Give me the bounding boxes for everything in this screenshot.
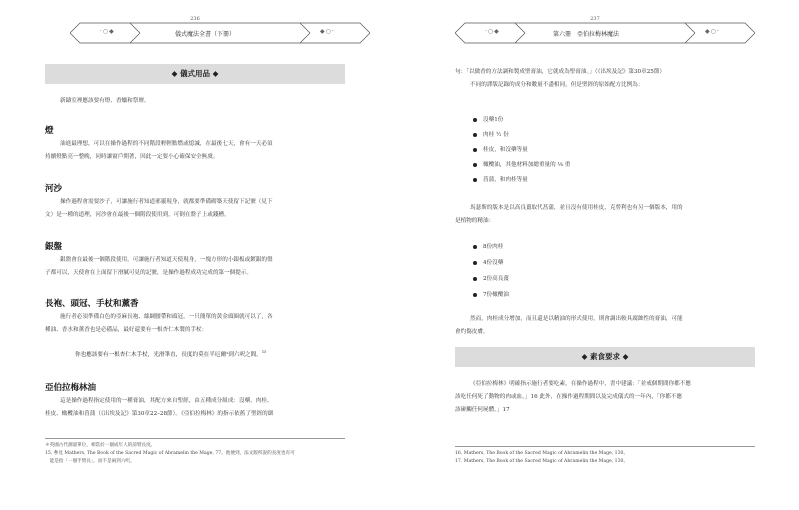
footnote: 16. Mathers, The Book of the Sacred Magic of Abramelin the Mage, 130。 xyxy=(455,451,629,456)
text-line: 該碰觸任何屍體。」17 xyxy=(455,407,510,413)
text-line: 桂皮、橄欖油和菖蒲（《出埃及記》第30章22–28節）。《亞伯拉梅林》的指示依舊了聖經的細 xyxy=(45,411,274,417)
text-line: 施行者必須準備白色的亞麻長袍、絲綢腰帶和頭冠，一只簡單的黃金頭圈就可以了，各 xyxy=(60,314,273,320)
item-text xyxy=(45,254,345,280)
list-item xyxy=(473,130,509,138)
text-line: 馬瑟斯的版本是以高良薑取代菖蒲，並且沒有使用桂皮，克勞利也有另一個版本，用的 xyxy=(470,205,683,211)
bullet-icon xyxy=(473,293,477,297)
bullet-icon xyxy=(473,163,477,167)
bullet-icon xyxy=(473,133,477,137)
list-item-label: 7份橄欖油 xyxy=(483,292,509,298)
item-text xyxy=(45,138,345,164)
bullet-icon xyxy=(473,178,477,182)
list-item xyxy=(473,274,509,282)
text-line: 操作過程會需要沙子，可讓施行者知道邪靈現身，就都要準備砌築天使留下記號（見下 xyxy=(60,199,273,205)
paragraph xyxy=(455,378,755,417)
item-text xyxy=(45,395,345,421)
list-item-label: 菖蒲，和肉桂等量 xyxy=(483,177,528,183)
text-line: 《亞伯拉梅林》明確指示施行者要吃素，在操作過程中，書中建議：「並戒個期間你都不應 xyxy=(470,381,691,387)
list-item xyxy=(473,242,503,250)
list-item xyxy=(473,175,528,183)
footnote-ref: 15 xyxy=(261,350,267,355)
ornament-left: ·○◆ xyxy=(100,28,115,35)
footnote: 能是指「一個手臂長」，而不是兩到六呎。 xyxy=(45,459,135,464)
quote-text: 你也應該要有一根杏仁木手杖，光滑筆直，長度約莫在半厄爾¹到六呎之間。 xyxy=(75,352,262,358)
text-line: 句：「以做香的方法調和製成聖膏油，它就成為聖膏油。」（《出埃及記》第30章25節） xyxy=(455,69,666,75)
list-item-label: 4份沒藥 xyxy=(483,260,504,266)
running-head-band xyxy=(70,22,370,44)
item-text xyxy=(45,311,345,337)
list-item-label: 沒藥1份 xyxy=(483,117,504,123)
footnote: 15. 參見 Mathers, The Book of the Sacred Magic of Abramelin the Mage, 77。他便到，法文版所說的長度也有可 xyxy=(45,451,295,456)
ornament-right: ◆○· xyxy=(705,28,720,35)
list-item-label: 橄欖油，其他材料加總重量的 ⅛ 重 xyxy=(483,162,571,168)
item-heading: 銀盤 xyxy=(45,242,63,252)
text-line: 油進最理想，可以在操作過程的不同階段輕輕點燃或熄滅，在最後七天，會有一天必須 xyxy=(60,141,273,147)
list-item xyxy=(473,115,503,123)
text-line: 持續燈點亮一整晚，同時讓窗戶開著，因此一定要小心確保安全無虞。 xyxy=(45,154,219,160)
text-line: 該吃任何死了動物的肉或血。」16 此外，在操作過程期間以及完成儀式的一年內，「你都不應 xyxy=(455,394,683,400)
text-line: 子都可以，天使會在上面留下滑膩可見的記號，是操作過程成功完成的第一個提示。 xyxy=(45,270,252,276)
list-item-label: 8份肉桂 xyxy=(483,244,504,250)
list-item xyxy=(473,145,528,153)
text-line: 不同的譯版記錄的成分和數量不盡相同，但是聖經的原始配方比例為： xyxy=(470,82,644,88)
text-line: 文）是一種的道理，河沙會在最後一個階段使用到，可倒在盤子上或錢槽。 xyxy=(45,212,230,218)
footnote: ＊英國古代測量單位，相當於一個成年人的前臂長度。 xyxy=(45,443,156,448)
bullet-icon xyxy=(473,261,477,265)
paragraph xyxy=(455,202,755,228)
item-heading: 燈 xyxy=(45,126,54,136)
intro-text: 新鑄室裡應該要有燈、香爐和祭壇。 xyxy=(60,98,150,104)
page-number: 237 xyxy=(590,16,600,22)
item-text xyxy=(45,196,345,222)
footnote-rule xyxy=(455,446,755,447)
bullet-icon xyxy=(473,118,477,122)
footnote: 17. Mathers, The Book of the Sacred Magic of Abramelin the Mage, 130。 xyxy=(455,459,629,464)
footnote-rule xyxy=(45,438,345,439)
text-line: 這是操作過程指定使用的一種膏油，其配方來自聖經，由五種成分組成：沒藥、肉桂、 xyxy=(60,398,273,404)
item-heading: 長袍、頭冠、手杖和薰香 xyxy=(45,299,139,309)
item-heading: 亞伯拉梅林油 xyxy=(45,383,97,393)
running-head-band xyxy=(455,22,755,44)
list-item-label: 桂皮，和沒藥等量 xyxy=(483,147,528,153)
list-item xyxy=(473,290,509,298)
item-heading: 河沙 xyxy=(45,184,63,194)
text-line: 會灼傷皮膚。 xyxy=(455,329,489,335)
ornament-right: ◆○· xyxy=(320,28,335,35)
text-line: 是植物的精油： xyxy=(455,218,495,224)
bullet-icon xyxy=(473,148,477,152)
list-item-label: 肉桂 ½ 份 xyxy=(483,132,509,138)
list-item xyxy=(473,258,503,266)
bullet-icon xyxy=(473,245,477,249)
bullet-icon xyxy=(473,277,477,281)
section-title: ◆ 素食要求 ◆ xyxy=(455,347,755,367)
running-head: 第六冊 亞伯拉梅林魔法 xyxy=(553,31,620,38)
footnotes xyxy=(45,442,355,466)
text-line: 銀盤會在最後一個階段使用，可讓施行者知道天使現身，一塊方形的小銀板或鍍銀的盤 xyxy=(60,257,273,263)
ornament-left: ·○◆ xyxy=(485,28,500,35)
paragraph xyxy=(455,66,755,92)
text-line: 種油、香水和薰香也是必備品，最好還要有一根杏仁木製的手杖： xyxy=(45,327,208,333)
block-quote xyxy=(75,350,266,358)
page-number: 236 xyxy=(190,16,200,22)
list-item xyxy=(473,160,570,168)
section-title: ◆ 儀式用品 ◆ xyxy=(45,64,345,84)
text-line: 然而，肉桂成分增加，而且還是以精油的形式使用，則會調出較具腐蝕性的膏油，可能 xyxy=(470,316,683,322)
running-head: 儀式魔法全書（下冊） xyxy=(175,31,236,38)
right-page xyxy=(400,0,799,510)
list-item-label: 2份高良薑 xyxy=(483,276,509,282)
footnotes xyxy=(455,450,755,466)
paragraph xyxy=(455,313,755,339)
